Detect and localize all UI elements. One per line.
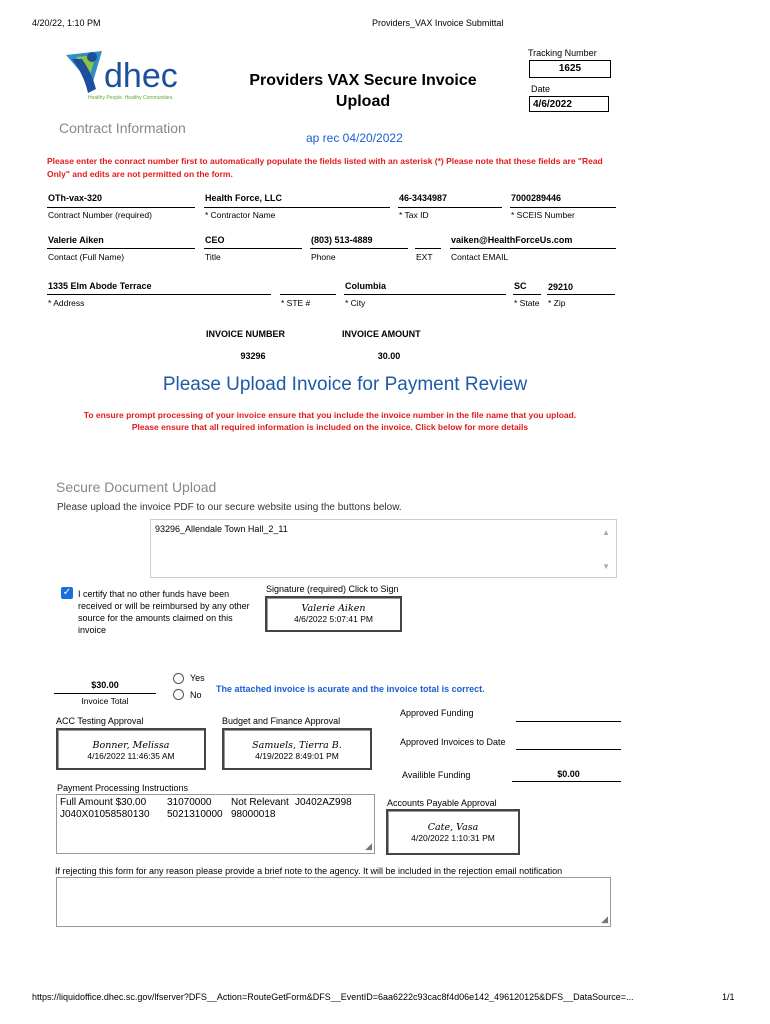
tracking-number-label: Tracking Number	[528, 48, 597, 58]
contact-name-label: Contact (Full Name)	[48, 252, 125, 262]
acc-approval-label: ACC Testing Approval	[56, 716, 144, 726]
certify-text: I certify that no other funds have been received or will be reimbursed by any other source for the amounts claimed on this invoice	[78, 589, 250, 635]
contract-info-heading: Contract Information	[59, 120, 186, 136]
ap-approval-box[interactable]	[386, 809, 520, 855]
attached-statement: The attached invoice is acurate and the invoice total is correct.	[216, 684, 485, 694]
secure-upload-instruction: Please upload the invoice PDF to our secure website using the buttons below.	[57, 502, 402, 513]
form-title: Providers VAX Secure Invoice Upload	[249, 72, 477, 110]
contact-name-value[interactable]: Valerie Aiken	[48, 235, 104, 245]
sceis-number-value[interactable]: 7000289446	[511, 193, 562, 203]
contractor-name-label: * Contractor Name	[205, 210, 276, 220]
title-label: Title	[205, 252, 221, 262]
ap-rec-note: ap rec 04/20/2022	[306, 131, 403, 145]
print-datetime: 4/20/22, 1:10 PM	[32, 18, 101, 28]
resize-handle-icon[interactable]: ◢	[365, 841, 372, 851]
resize-handle-icon[interactable]: ◢	[601, 914, 608, 924]
print-page-number: 1/1	[722, 992, 735, 1002]
tracking-number-field[interactable]: 1625	[529, 60, 611, 78]
state-value[interactable]: SC	[514, 281, 527, 291]
contract-instruction: Please enter the conract number first to automatically populate the fields listed with an asterisk (*) Please note that these fields are "Read Only" and edits are not permitted on the form.	[47, 156, 603, 179]
rejection-textarea[interactable]	[56, 877, 611, 927]
uploaded-files-list[interactable]	[150, 519, 617, 578]
payment-line-2-col-1: J040X01058580130	[60, 809, 150, 820]
signature-label: Signature (required) Click to Sign	[266, 584, 399, 594]
tax-id-label: * Tax ID	[399, 210, 429, 220]
zip-value[interactable]: 29210	[548, 282, 574, 292]
tax-id-value[interactable]: 46-3434987	[399, 193, 448, 203]
title-value[interactable]: CEO	[205, 235, 225, 245]
invoice-total-label: Invoice Total	[81, 696, 129, 706]
payment-line-1-col-1: Full Amount $30.00	[60, 797, 147, 808]
secure-upload-heading: Secure Document Upload	[56, 479, 217, 495]
zip-label: * Zip	[548, 298, 566, 308]
city-label: * City	[345, 298, 366, 308]
svg-text:dhec: dhec	[104, 57, 178, 95]
print-page-title: Providers_VAX Invoice Submittal	[372, 18, 504, 28]
ste-label: * STE #	[281, 298, 311, 308]
rejection-label: If rejecting this form for any reason please provide a brief note to the agency. It will be included in the rejection email notification	[55, 866, 563, 876]
budget-approval-box[interactable]	[222, 728, 372, 770]
upload-note-1: To ensure prompt processing of your invoice ensure that you include the invoice number in the file name that you upload.	[83, 410, 577, 420]
scroll-up-icon[interactable]: ▲	[602, 528, 610, 537]
budget-approval-name: Samuels, Tierra B.	[252, 740, 342, 751]
print-url: https://liquidoffice.dhec.sc.gov/lfserver?DFS__Action=RouteGetForm&DFS__EventID=6aa6222c93cac8f4d06e142_496120125&DFS__DataSource=...	[32, 992, 634, 1002]
dhec-logo	[62, 45, 198, 107]
email-label: Contact EMAIL	[451, 252, 509, 262]
logo-tagline: Healthy People. Healthy Communities.	[88, 95, 174, 101]
no-radio[interactable]	[173, 689, 184, 700]
uploaded-file-item[interactable]: 93296_Allendale Town Hall_2_11	[155, 524, 288, 534]
signature-name: Valerie Aiken	[301, 603, 366, 614]
contractor-name-value[interactable]: Health Force, LLC	[205, 193, 283, 203]
upload-note-2: Please ensure that all required information is included on the invoice. Click below for more details	[131, 422, 529, 432]
signature-box[interactable]	[265, 596, 402, 632]
address-label: * Address	[48, 298, 85, 308]
payment-line-1-col-3: Not Relevant	[231, 797, 289, 808]
ap-approval-name: Cate, Vasa	[427, 822, 479, 833]
acc-approval-date: 4/16/2022 11:46:35 AM	[87, 751, 175, 761]
upload-title: Please Upload Invoice for Payment Review	[162, 374, 528, 395]
payment-instructions-label: Payment Processing Instructions	[57, 783, 189, 793]
ap-approval-label: Accounts Payable Approval	[387, 798, 497, 808]
scroll-down-icon[interactable]: ▼	[602, 562, 610, 571]
ap-approval-date: 4/20/2022 1:10:31 PM	[411, 833, 495, 843]
payment-instructions-textarea[interactable]	[56, 794, 375, 854]
available-funding-label: Availible Funding	[402, 770, 471, 780]
yes-radio[interactable]	[173, 673, 184, 684]
checkmark-icon: ✓	[62, 587, 72, 598]
email-value[interactable]: vaiken@HealthForceUs.com	[451, 235, 573, 245]
acc-approval-box[interactable]	[56, 728, 206, 770]
acc-approval-name: Bonner, Melissa	[92, 740, 170, 751]
no-label: No	[190, 690, 202, 700]
invoice-number-label: INVOICE NUMBER	[206, 329, 286, 339]
address-value[interactable]: 1335 Elm Abode Terrace	[48, 281, 152, 291]
signature-date: 4/6/2022 5:07:41 PM	[294, 614, 373, 624]
phone-value[interactable]: (803) 513-4889	[311, 235, 373, 245]
invoice-amount-label: INVOICE AMOUNT	[342, 329, 421, 339]
approved-funding-label: Approved Funding	[400, 708, 474, 718]
phone-label: Phone	[311, 252, 336, 262]
invoice-total-value[interactable]: $30.00	[91, 680, 119, 690]
sceis-number-label: * SCEIS Number	[511, 210, 575, 220]
ext-label: EXT	[416, 252, 433, 262]
approved-invoices-label: Approved Invoices to Date	[400, 737, 506, 747]
state-label: * State	[514, 298, 540, 308]
invoice-number-value[interactable]: 93296	[240, 351, 266, 361]
payment-line-2-col-2: 5021310000	[167, 809, 223, 820]
available-funding-value[interactable]: $0.00	[557, 769, 580, 779]
budget-approval-date: 4/19/2022 8:49:01 PM	[255, 751, 339, 761]
payment-line-2-col-3: 98000018	[231, 809, 276, 820]
certify-checkbox[interactable]	[61, 587, 73, 599]
contract-number-label: Contract Number (required)	[48, 210, 152, 220]
city-value[interactable]: Columbia	[345, 281, 387, 291]
invoice-amount-value[interactable]: 30.00	[377, 351, 401, 361]
payment-line-1-col-4: J0402AZ998	[295, 797, 352, 808]
contract-number-value[interactable]: OTh-vax-320	[48, 193, 103, 203]
yes-label: Yes	[190, 673, 205, 683]
date-field[interactable]: 4/6/2022	[529, 96, 609, 112]
date-label: Date	[531, 84, 551, 94]
budget-approval-label: Budget and Finance Approval	[222, 716, 341, 726]
payment-line-1-col-2: 31070000	[167, 797, 212, 808]
